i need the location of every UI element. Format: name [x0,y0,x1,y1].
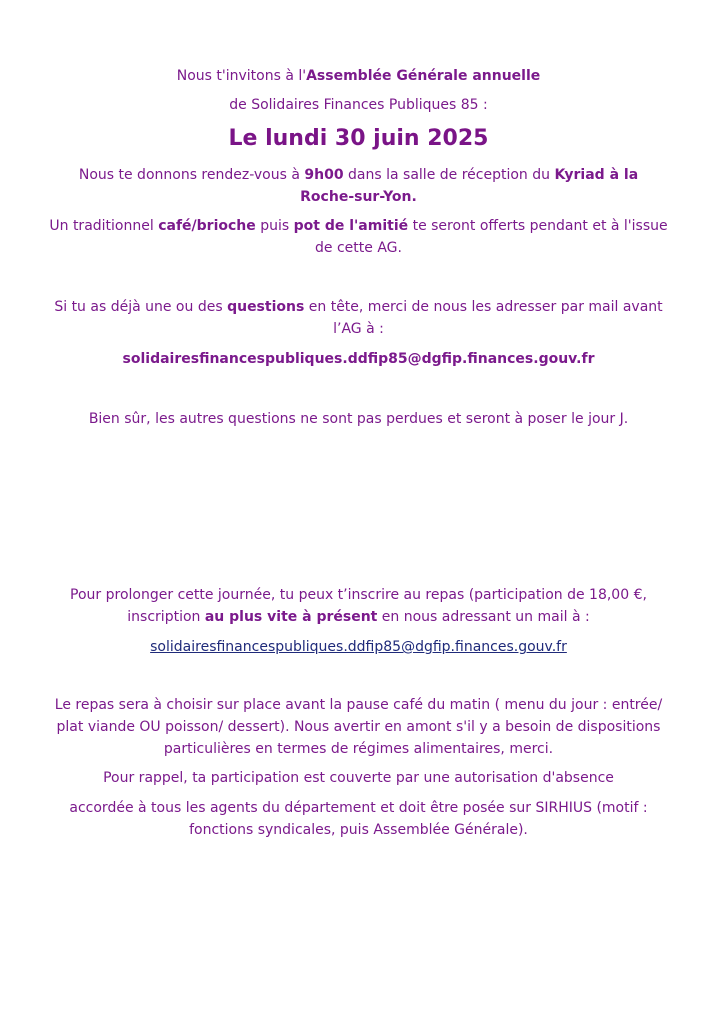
cafe-mid-text: puis [255,218,294,234]
email-bold: solidairesfinancespubliques.ddfip85@dgfip.finances.gouv.fr [122,351,595,367]
other-questions-line: Bien sûr, les autres questions ne sont pas perdues et seront à poser le jour J. [88,411,629,427]
email-link-line [40,636,677,658]
rdv-text: Nous te donnons rendez-vous à [78,167,305,183]
repas-urgent: au plus vite à présent [204,609,378,625]
cafe-text: Un traditionnel [49,218,159,234]
questions-paragraph [40,296,677,340]
repas-post-text: en nous adressant un mail à : [377,609,590,625]
intro-line [40,65,677,87]
intro-text: Nous t'invitons à l' [176,68,307,84]
repas-text: Pour prolonger cette journée, tu peux t’inscrire au repas (participation de 18,00 €, inscription [70,587,647,625]
rdv-time: 9h00 [304,167,344,183]
rdv-paragraph [60,164,657,208]
cafe-brioche: café/brioche [158,218,256,234]
menu-paragraph: Le repas sera à choisir sur place avant la pause café du matin ( menu du jour : entrée/ plat viande OU poisson/ dessert). Nous avertir en amont s'il y a besoin de dispositions particulières en termes de régimes alimentaires, merci. [54,697,663,757]
cafe-post-text: te seront offerts pendant et à l'issue de cette AG. [315,218,668,256]
rdv-place: Kyriad à la Roche-sur-Yon. [300,167,639,205]
email-link[interactable]: solidairesfinancespubliques.ddfip85@dgfip.finances.gouv.fr [150,639,567,655]
questions-post-text: en tête, merci de nous les adresser par mail avant l’AG à : [304,299,663,337]
email-bold-line [40,348,677,370]
accord-paragraph: accordée à tous les agents du département et doit être posée sur SIRHIUS (motif : fonctions syndicales, puis Assemblée Générale). [69,800,648,838]
pot-amitie: pot de l'amitié [293,218,409,234]
repas-paragraph [60,584,657,628]
questions-word: questions [227,299,305,315]
assembly-name: Assemblée Générale annuelle [306,68,541,84]
date-title: Le lundi 30 juin 2025 [228,126,489,151]
questions-text: Si tu as déjà une ou des [54,299,228,315]
cafe-paragraph [40,215,677,259]
org-line: de Solidaires Finances Publiques 85 : [229,97,488,113]
rdv-mid-text: dans la salle de réception du [343,167,555,183]
rappel-line: Pour rappel, ta participation est couverte par une autorisation d'absence [103,770,614,786]
